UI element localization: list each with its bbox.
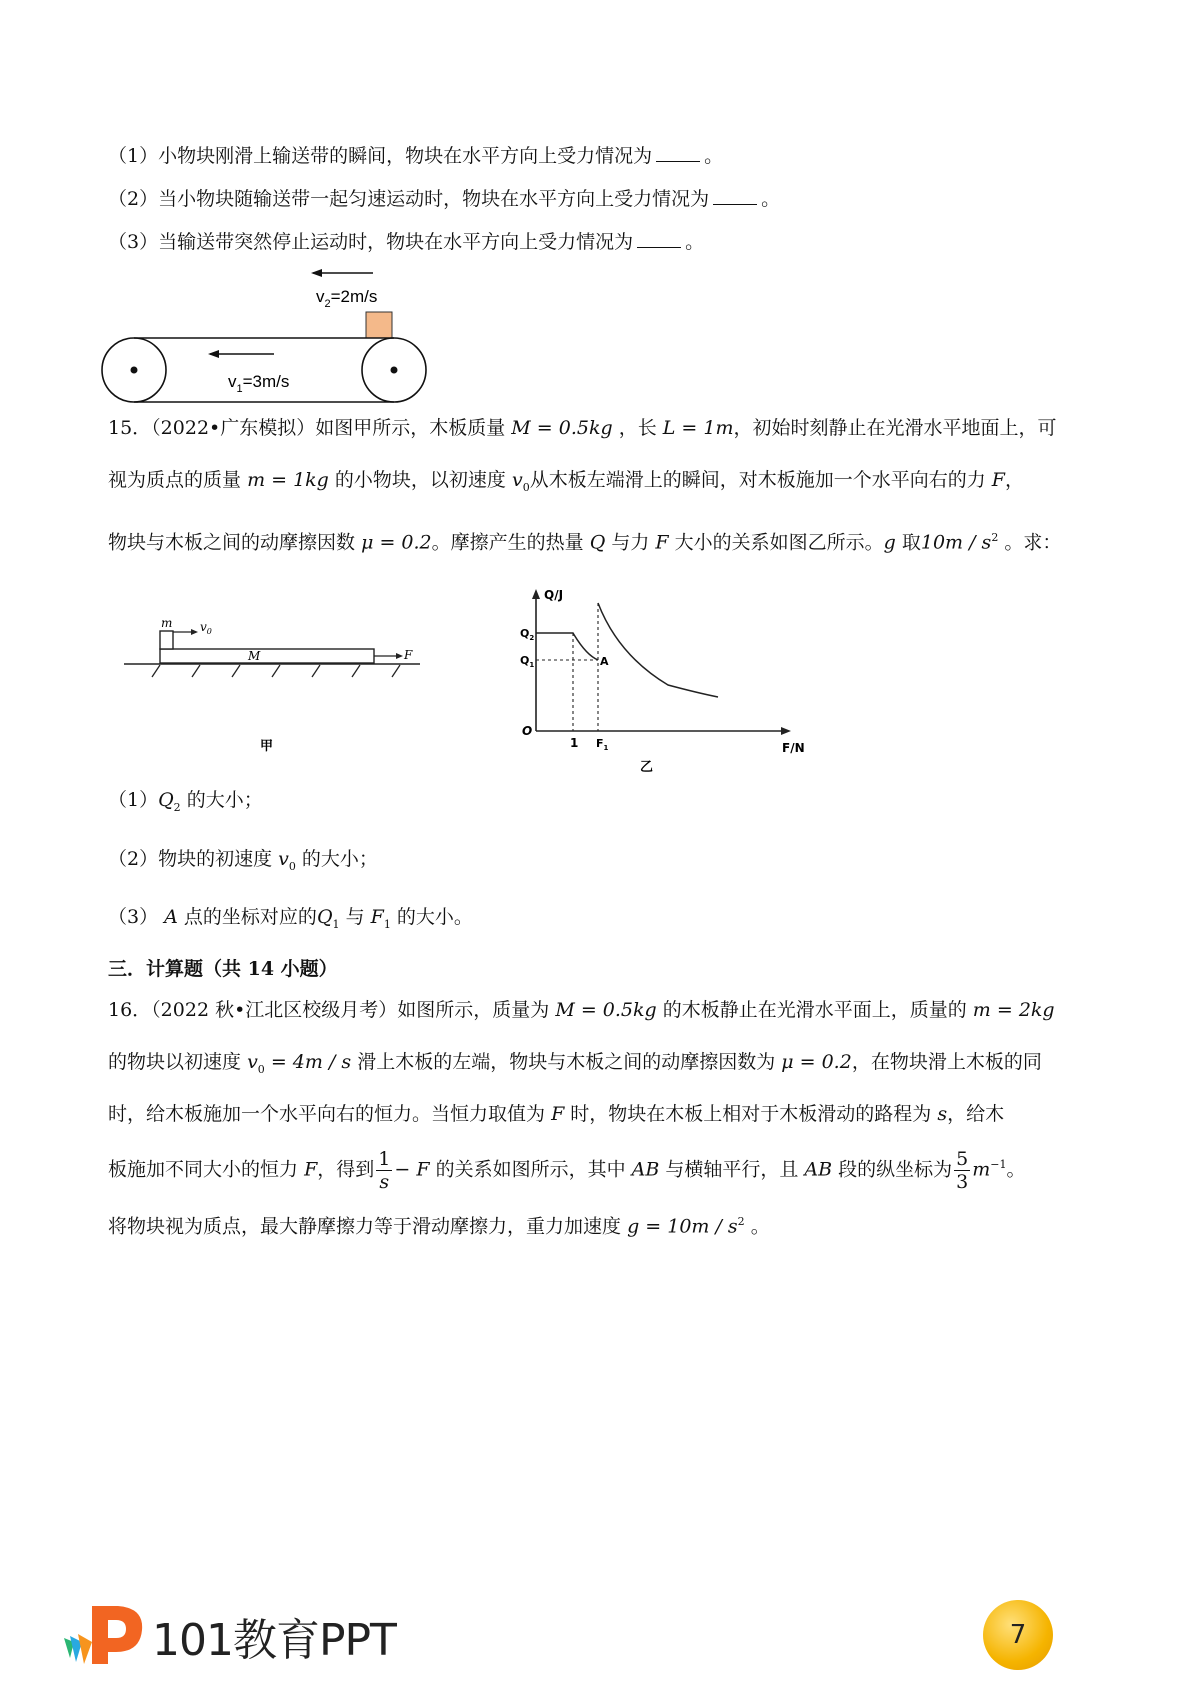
q15-sub-2: （2）物块的初速度 $v_0$ 的大小； — [108, 848, 378, 873]
q16-line-3: 时，给木板施加一个水平向右的恒力。当恒力取值为 F 时，物块在木板上相对于木板滑动的路程为 s，给木 — [108, 1103, 1005, 1125]
q15-sub-1: $(1)Q_2$ 的大小； — [108, 789, 263, 814]
label-M: M — [248, 649, 261, 663]
curve-segment-2 — [598, 603, 718, 697]
q15-sub-3: （3） A 点的坐标对应的$Q_1$ 与 $F_1$ 的大小。 — [108, 906, 473, 931]
section-3-heading: 三．计算题（共 14 小题） — [108, 958, 338, 980]
small-block — [160, 631, 173, 649]
caption-yi: 乙 — [640, 760, 654, 775]
q15-line-3: 物块与木板之间的动摩擦因数 μ = 0.2。摩擦产生的热量 Q 与力 F 大小的关系如图乙所示。g 取$10m / s^2$ 。求： — [108, 531, 1062, 554]
page-number: 7 — [1009, 1620, 1027, 1650]
board — [160, 649, 374, 663]
guide-lines — [536, 603, 598, 731]
tick-F1: $F_1$ — [596, 737, 609, 752]
answer-blank — [713, 186, 757, 205]
conveyor-diagram — [98, 262, 438, 422]
q14-part-2: （2）当小物块随输送带一起匀速运动时，物块在水平方向上受力情况为 。 — [108, 188, 781, 210]
force-arrowhead — [396, 653, 403, 659]
label-m: m — [161, 616, 173, 630]
left-pulley-axle — [131, 367, 138, 374]
v0-arrowhead — [191, 629, 198, 635]
right-pulley-axle — [391, 367, 398, 374]
answer-blank — [637, 229, 681, 248]
point-A-label: A — [600, 655, 609, 668]
ground-hatching — [152, 665, 400, 677]
tick-Q2: $Q_2$ — [520, 627, 535, 642]
y-axis-label: Q/J — [544, 588, 564, 602]
v1-label: $v_1=3m/s$ — [228, 372, 290, 395]
caption-jia: 甲 — [260, 739, 274, 754]
x-axis-arrow — [781, 727, 791, 735]
page-number-badge — [983, 1600, 1053, 1670]
label-v0: $v_0$ — [200, 620, 212, 636]
brand-name: 101教育PPT — [152, 1615, 396, 1666]
label-F: F — [404, 648, 413, 662]
figure-yi — [518, 585, 838, 775]
q14-part-3: （3）当输送带突然停止运动时，物块在水平方向上受力情况为 。 — [108, 231, 705, 253]
curve-segment-1 — [536, 633, 598, 660]
brand-logo-icon — [62, 1598, 152, 1668]
y-axis-arrow — [532, 589, 540, 599]
tick-Q1: $Q_1$ — [520, 654, 535, 669]
tick-1: 1 — [570, 736, 579, 750]
q15-line-2: 视为质点的质量 m = 1kg 的小物块，以初速度 $v_0$从木板左端滑上的瞬间，对木板施加一个水平向右的力 F， — [108, 469, 1024, 494]
origin-label: O — [522, 724, 533, 738]
answer-blank — [656, 143, 700, 162]
v2-label: $v_2=2m/s$ — [316, 287, 378, 310]
fraction-5-over-3: $\frac{5}{3}$ — [956, 1148, 969, 1193]
q16-line-5: 将物块视为质点，最大静摩擦力等于滑动摩擦力，重力加速度 $g = 10m / s^2$ 。 — [108, 1215, 770, 1238]
figure-jia — [120, 605, 430, 765]
x-axis-label: F/N — [782, 741, 805, 755]
fraction-1-over-s: $\frac{1}{s}$ — [378, 1148, 391, 1193]
q16-line-2: 的物块以初速度 $v_0 = 4m / s$ 滑上木板的左端，物块与木板之间的动摩擦因数为 μ = 0.2，在物块滑上木板的同 — [108, 1051, 1042, 1076]
v1-arrowhead — [208, 350, 219, 358]
v2-arrowhead — [311, 269, 322, 277]
q16-line-4: 板施加不同大小的恒力 F，得到 $\frac{1}{s}$ − F 的关系如图所示，其中 AB 与横轴平行，且 AB 段的纵坐标为 $\frac{5}{3}$ $m^{-1}$。 — [108, 1148, 1026, 1193]
q14-part-1: （1）小物块刚滑上输送带的瞬间，物块在水平方向上受力情况为 。 — [108, 145, 724, 167]
q16-line-1: 16．（2022 秋•江北区校级月考）如图所示，质量为 M = 0.5kg 的木板静止在光滑水平面上，质量的 m = 2kg — [108, 999, 1055, 1021]
block — [366, 312, 392, 338]
q15-line-1: 15．（2022•广东模拟）如图甲所示，木板质量 M = 0.5kg ，长 L = 1m，初始时刻静止在光滑水平地面上，可 — [108, 417, 1057, 439]
